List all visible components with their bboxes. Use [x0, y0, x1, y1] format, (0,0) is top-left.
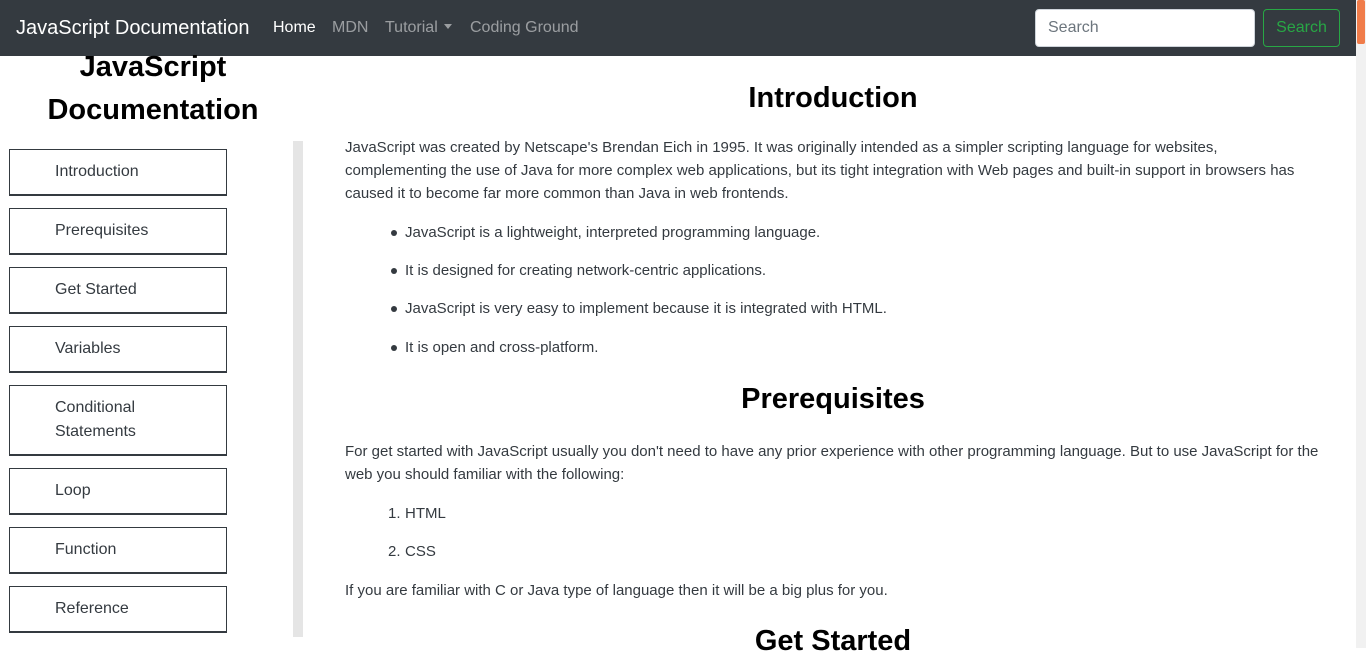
sidebar-title [8, 46, 298, 132]
section-title-get-started: Get Started [754, 625, 912, 657]
introduction-paragraph: JavaScript was created by Netscape's Brendan Eich in 1995. It was originally intended as a simpler scripting language for websites, complementing the use of Java for more complex web applications, but its tight integration with Web pages and built-in support in browsers has caused it to become far more common than Java in web frontends. [345, 139, 1295, 202]
section-get-started [345, 623, 1321, 659]
list-item: It is open and cross-platform. [405, 336, 1321, 359]
sidebar-item-function[interactable]: Function [9, 527, 227, 574]
sidebar-item-loop[interactable]: Loop [9, 468, 227, 515]
introduction-bullet-list [345, 221, 1321, 359]
section-introduction [345, 80, 1321, 359]
list-item-text: HTML [405, 505, 446, 522]
sidebar-item-variables[interactable]: Variables [9, 326, 227, 373]
navbar-brand[interactable]: JavaScript Documentation [16, 17, 250, 39]
nav-link-mdn[interactable]: MDN [332, 19, 369, 36]
nav-link-home[interactable]: Home [273, 19, 316, 36]
nav-link-coding-ground[interactable]: Coding Ground [470, 19, 579, 36]
sidebar-item-conditional-statements[interactable]: Conditional Statements [9, 385, 227, 456]
nav-dropdown-tutorial[interactable] [385, 18, 452, 38]
list-item-number: 2. [388, 543, 401, 560]
caret-down-icon [444, 24, 452, 29]
sidebar-scroll-rail[interactable] [293, 141, 303, 637]
list-item: JavaScript is a lightweight, interpreted programming language. [405, 221, 1321, 244]
section-title-introduction: Introduction [748, 82, 918, 114]
section-title-prerequisites: Prerequisites [741, 383, 925, 415]
prerequisites-footer: If you are familiar with C or Java type of language then it will be a big plus for you. [345, 582, 888, 599]
nav-link-tutorial-label: Tutorial [385, 19, 438, 36]
sidebar-item-prerequisites[interactable]: Prerequisites [9, 208, 227, 255]
list-item [388, 540, 1321, 563]
list-item-text: CSS [405, 543, 436, 560]
sidebar-item-get-started[interactable]: Get Started [9, 267, 227, 314]
list-item [388, 502, 1321, 525]
list-item-number: 1. [388, 505, 401, 522]
search-input[interactable] [1035, 9, 1255, 47]
sidebar-item-reference[interactable]: Reference [9, 586, 227, 633]
page-scrollbar[interactable] [1356, 0, 1366, 648]
prerequisites-paragraph: For get started with JavaScript usually you don't need to have any prior experience with other programming language. But to use JavaScript for the web you should familiar with the following: [345, 443, 1319, 483]
page-scrollbar-thumb[interactable] [1357, 0, 1365, 44]
prerequisites-numbered-list [345, 502, 1321, 563]
section-prerequisites [345, 381, 1321, 602]
main-content [345, 70, 1321, 659]
search-button[interactable]: Search [1263, 9, 1340, 47]
sidebar-item-introduction[interactable]: Introduction [9, 149, 227, 196]
list-item: JavaScript is very easy to implement because it is integrated with HTML. [405, 297, 1321, 320]
sidebar-title-line2: Documentation [47, 94, 259, 126]
sidebar-title-line1: JavaScript [79, 51, 227, 83]
list-item: It is designed for creating network-centric applications. [405, 259, 1321, 282]
